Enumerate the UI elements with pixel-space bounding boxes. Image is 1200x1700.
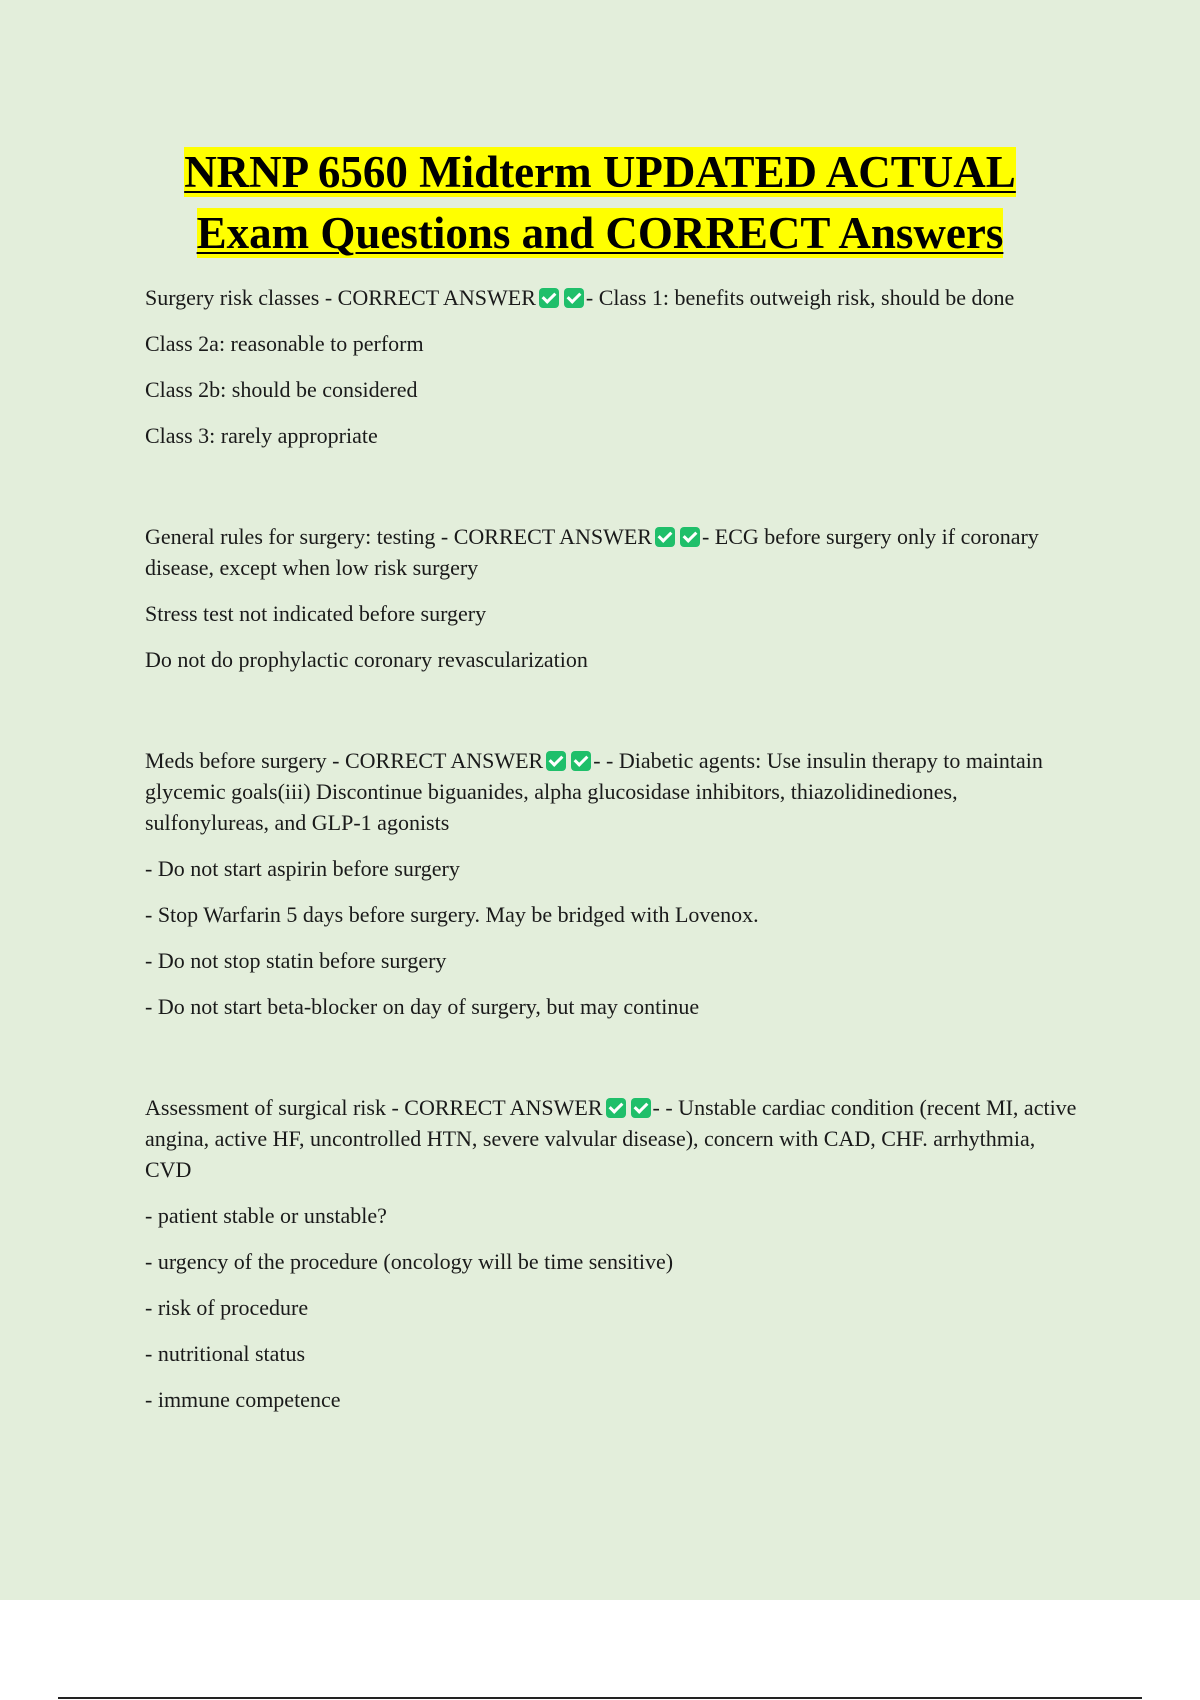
detail-line: Class 2b: should be considered xyxy=(145,377,418,402)
detail-line: - patient stable or unstable? xyxy=(145,1203,387,1228)
answer-text: - ECG before surgery only if coronary disease, except when low risk surgery xyxy=(145,524,1039,580)
check-icon xyxy=(606,1098,626,1118)
qa-question-line xyxy=(145,1092,1085,1185)
check-icon xyxy=(546,751,566,771)
answer-text: - - Diabetic agents: Use insulin therapy to maintain glycemic goals(iii) Discontinue biguanides, alpha glucosidase inhibitors, thiazolidinediones, sulfonylureas, and GLP-1 agonists xyxy=(145,748,1043,835)
detail-line: - immune competence xyxy=(145,1387,341,1412)
answer-text: - - Unstable cardiac condition (recent MI, active angina, active HF, uncontrolled HTN, severe valvular disease), concern with CAD, CHF. arrhythmia, CVD xyxy=(145,1095,1077,1182)
qa-question-line xyxy=(145,521,1085,583)
detail-line: - risk of procedure xyxy=(145,1295,309,1320)
detail-line: - Do not start beta-blocker on day of surgery, but may continue xyxy=(145,994,700,1019)
detail-line: Stress test not indicated before surgery xyxy=(145,601,487,626)
detail-line: Class 3: rarely appropriate xyxy=(145,423,378,448)
title-block xyxy=(0,142,1200,264)
footer-divider xyxy=(58,1697,1142,1699)
qa-item xyxy=(145,745,1085,1022)
detail-line: Do not do prophylactic coronary revascularization xyxy=(145,647,588,672)
title-line-2: Exam Questions and CORRECT Answers xyxy=(196,208,1004,258)
document-title xyxy=(184,147,1016,258)
check-icon xyxy=(655,527,675,547)
detail-line: Class 2a: reasonable to perform xyxy=(145,331,424,356)
detail-line: - Stop Warfarin 5 days before surgery. May be bridged with Lovenox. xyxy=(145,902,759,927)
question-text: Assessment of surgical risk - CORRECT ANSWER xyxy=(145,1095,603,1120)
check-icon xyxy=(571,751,591,771)
check-icon xyxy=(631,1098,651,1118)
question-text: Surgery risk classes - CORRECT ANSWER xyxy=(145,285,536,310)
qa-content xyxy=(145,282,1085,1430)
qa-item xyxy=(145,282,1085,451)
qa-item xyxy=(145,521,1085,675)
check-icon xyxy=(680,527,700,547)
title-line-1: NRNP 6560 Midterm UPDATED ACTUAL xyxy=(184,147,1016,197)
check-icon xyxy=(564,288,584,308)
question-text: Meds before surgery - CORRECT ANSWER xyxy=(145,748,544,773)
detail-line: - urgency of the procedure (oncology will be time sensitive) xyxy=(145,1249,674,1274)
answer-text: - Class 1: benefits outweigh risk, should be done xyxy=(585,285,1015,310)
qa-question-line xyxy=(145,282,1085,313)
detail-line: - Do not start aspirin before surgery xyxy=(145,856,460,881)
check-icon xyxy=(539,288,559,308)
question-text: General rules for surgery: testing - CORRECT ANSWER xyxy=(145,524,652,549)
qa-item xyxy=(145,1092,1085,1415)
detail-line: - nutritional status xyxy=(145,1341,306,1366)
qa-question-line xyxy=(145,745,1085,838)
detail-line: - Do not stop statin before surgery xyxy=(145,948,447,973)
